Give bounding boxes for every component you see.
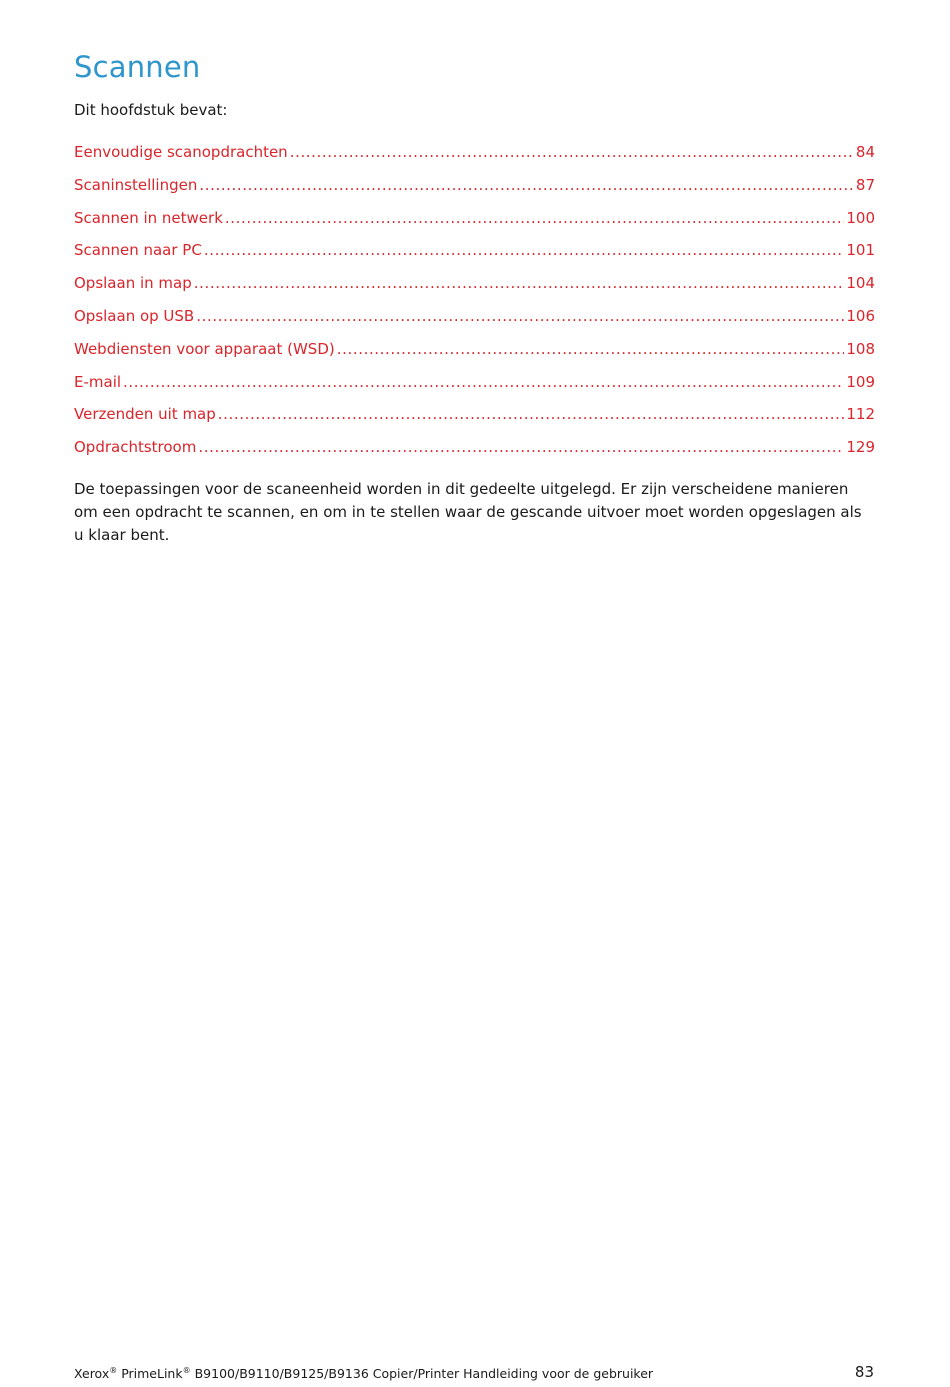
toc-entry-opslaan-op-usb[interactable] [74, 307, 875, 340]
toc-entry-page: 100 [846, 208, 875, 227]
footer-models: B9100/B9110/B9125/B9136 Copier/Printer Handleiding voor de gebruiker [194, 1366, 654, 1382]
toc-entry-label: Eenvoudige scanopdrachten [74, 143, 288, 161]
toc-entry-label: Verzenden uit map [74, 405, 216, 424]
footer-product-line [74, 1366, 653, 1381]
toc-entry-page: 101 [846, 241, 875, 260]
toc-dot-leader [290, 143, 854, 161]
toc-dot-leader [225, 209, 844, 227]
toc-entry-label: Opslaan op USB [74, 306, 195, 325]
toc-entry-label: Scannen naar PC [74, 241, 202, 260]
toc-dot-leader [196, 307, 844, 325]
chapter-intro: Dit hoofdstuk bevat: [74, 101, 228, 119]
toc-entry-label: E-mail [74, 372, 122, 391]
toc-entry-opslaan-in-map[interactable] [74, 274, 875, 307]
toc-entry-page: 84 [855, 143, 875, 161]
toc-entry-label: Opdrachtstroom [74, 438, 197, 457]
toc-entry-eenvoudige-scanopdrachten[interactable] [74, 143, 875, 176]
toc-dot-leader [194, 274, 845, 292]
footer-brand: Xerox [74, 1366, 110, 1382]
toc-entry-label: Scaninstellingen [74, 175, 198, 194]
toc-entry-scaninstellingen[interactable] [74, 176, 875, 209]
toc-dot-leader [204, 241, 845, 259]
toc-dot-leader [199, 176, 854, 194]
footer-product: PrimeLink [121, 1366, 183, 1382]
toc-dot-leader [123, 373, 844, 391]
toc-entry-page: 112 [846, 405, 875, 424]
toc-entry-label: Webdiensten voor apparaat (WSD) [74, 339, 335, 358]
toc-entry-page: 87 [855, 175, 875, 194]
toc-entry-verzenden-uit-map[interactable] [74, 405, 875, 438]
toc-entry-label: Opslaan in map [74, 274, 192, 293]
toc-entry-page: 129 [846, 438, 875, 457]
toc-entry-e-mail[interactable] [74, 373, 875, 406]
toc-dot-leader [198, 438, 844, 456]
footer-product-reg-mark: ® [182, 1366, 191, 1375]
toc-entry-opdrachtstroom[interactable] [74, 438, 875, 471]
toc-entry-page: 108 [846, 339, 875, 358]
page-number: 83 [854, 1363, 874, 1381]
chapter-description: De toepassingen voor de scaneenheid worden in dit gedeelte uitgelegd. Er zijn verscheidene manieren om een opdracht te scannen, en om in te stellen waar de gescande uitvoer moet worden opgeslagen als u klaar bent. [74, 480, 862, 544]
toc-entry-page: 106 [846, 306, 875, 325]
toc-entry-scannen-naar-pc[interactable] [74, 241, 875, 274]
toc-dot-leader [337, 340, 845, 358]
page-title: Scannen [74, 50, 201, 84]
toc-entry-scannen-in-netwerk[interactable] [74, 209, 875, 242]
footer-brand-reg-mark: ® [109, 1366, 118, 1375]
toc-dot-leader [218, 405, 845, 423]
toc-entry-page: 104 [846, 274, 875, 293]
toc-entry-label: Scannen in netwerk [74, 208, 223, 227]
toc-entry-page: 109 [846, 372, 875, 391]
table-of-contents [74, 143, 875, 471]
toc-entry-webdiensten-voor-apparaat[interactable] [74, 340, 875, 373]
